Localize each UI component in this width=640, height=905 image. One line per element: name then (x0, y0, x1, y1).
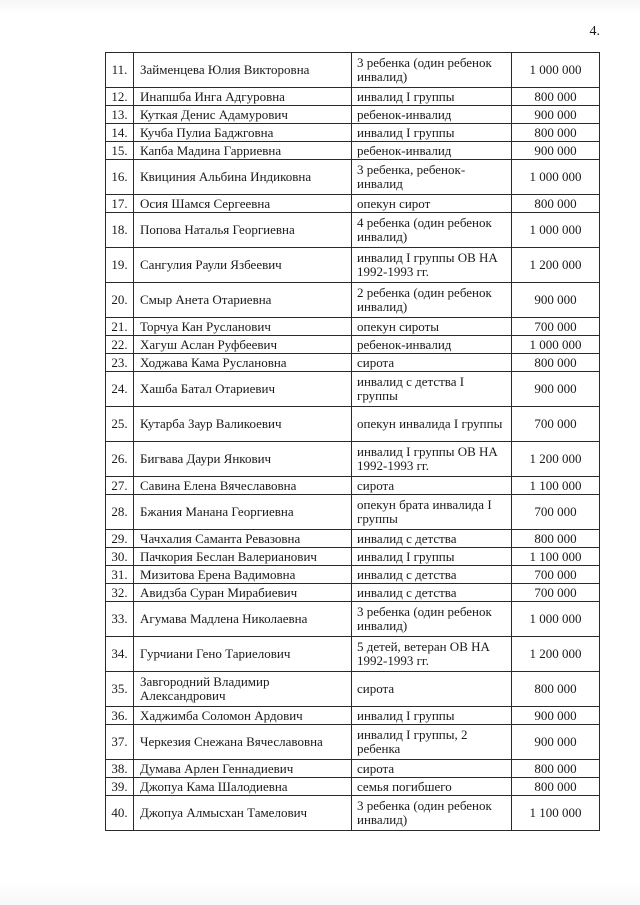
row-number: 30. (106, 548, 134, 566)
amount: 700 000 (512, 584, 600, 602)
amount: 800 000 (512, 354, 600, 372)
row-number: 20. (106, 283, 134, 318)
table-row (106, 106, 600, 124)
category: инвалид I группы (352, 124, 512, 142)
person-name: Займенцева Юлия Викторовна (134, 53, 352, 88)
amount: 900 000 (512, 106, 600, 124)
table-row (106, 248, 600, 283)
category: опекун сироты (352, 318, 512, 336)
row-number: 40. (106, 796, 134, 831)
row-number: 14. (106, 124, 134, 142)
row-number: 21. (106, 318, 134, 336)
row-number: 32. (106, 584, 134, 602)
table-row (106, 796, 600, 831)
category: сирота (352, 672, 512, 707)
person-name: Хаджимба Соломон Ардович (134, 707, 352, 725)
beneficiary-table (105, 52, 600, 831)
amount: 1 100 000 (512, 796, 600, 831)
person-name: Савина Елена Вячеславовна (134, 477, 352, 495)
amount: 1 000 000 (512, 602, 600, 637)
amount: 700 000 (512, 318, 600, 336)
row-number: 34. (106, 637, 134, 672)
person-name: Хашба Батал Отариевич (134, 372, 352, 407)
category: 3 ребенка (один ребенок инвалид) (352, 53, 512, 88)
table-row (106, 442, 600, 477)
person-name: Агумава Мадлена Николаевна (134, 602, 352, 637)
table-row (106, 124, 600, 142)
row-number: 15. (106, 142, 134, 160)
table-row (106, 760, 600, 778)
category: опекун брата инвалида I группы (352, 495, 512, 530)
amount: 900 000 (512, 283, 600, 318)
category: опекун инвалида I группы (352, 407, 512, 442)
row-number: 27. (106, 477, 134, 495)
category: 4 ребенка (один ребенок инвалид) (352, 213, 512, 248)
person-name: Осия Шамся Сергеевна (134, 195, 352, 213)
category: сирота (352, 354, 512, 372)
person-name: Чачхалия Саманта Ревазовна (134, 530, 352, 548)
table-row (106, 160, 600, 195)
amount: 800 000 (512, 778, 600, 796)
category: инвалид с детства I группы (352, 372, 512, 407)
person-name: Кутарба Заур Валикоевич (134, 407, 352, 442)
person-name: Инапшба Инга Адгуровна (134, 88, 352, 106)
row-number: 28. (106, 495, 134, 530)
person-name: Пачкория Беслан Валерианович (134, 548, 352, 566)
amount: 900 000 (512, 707, 600, 725)
amount: 900 000 (512, 142, 600, 160)
person-name: Квициния Альбина Индиковна (134, 160, 352, 195)
amount: 1 000 000 (512, 53, 600, 88)
row-number: 33. (106, 602, 134, 637)
category: инвалид I группы ОВ НА 1992-1993 гг. (352, 442, 512, 477)
category: инвалид I группы (352, 88, 512, 106)
amount: 1 000 000 (512, 336, 600, 354)
row-number: 31. (106, 566, 134, 584)
table-row (106, 495, 600, 530)
amount: 1 200 000 (512, 248, 600, 283)
amount: 800 000 (512, 760, 600, 778)
amount: 1 000 000 (512, 213, 600, 248)
person-name: Джопуа Кама Шалодиевна (134, 778, 352, 796)
category: ребенок-инвалид (352, 142, 512, 160)
category: инвалид I группы ОВ НА 1992-1993 гг. (352, 248, 512, 283)
amount: 1 100 000 (512, 477, 600, 495)
table-row (106, 318, 600, 336)
row-number: 19. (106, 248, 134, 283)
table-row (106, 195, 600, 213)
person-name: Капба Мадина Гарриевна (134, 142, 352, 160)
table-row (106, 778, 600, 796)
person-name: Сангулия Раули Язбеевич (134, 248, 352, 283)
table-row (106, 637, 600, 672)
table-row (106, 372, 600, 407)
row-number: 16. (106, 160, 134, 195)
row-number: 26. (106, 442, 134, 477)
amount: 900 000 (512, 725, 600, 760)
category: 5 детей, ветеран ОВ НА 1992-1993 гг. (352, 637, 512, 672)
category: 2 ребенка (один ребенок инвалид) (352, 283, 512, 318)
category: инвалид с детства (352, 566, 512, 584)
category: семья погибшего (352, 778, 512, 796)
amount: 700 000 (512, 566, 600, 584)
category: инвалид с детства (352, 584, 512, 602)
amount: 700 000 (512, 495, 600, 530)
person-name: Гурчиани Гено Тариелович (134, 637, 352, 672)
amount: 800 000 (512, 672, 600, 707)
person-name: Авидзба Суран Мирабиевич (134, 584, 352, 602)
category: ребенок-инвалид (352, 106, 512, 124)
row-number: 13. (106, 106, 134, 124)
amount: 1 100 000 (512, 548, 600, 566)
amount: 800 000 (512, 530, 600, 548)
amount: 900 000 (512, 372, 600, 407)
category: инвалид I группы (352, 707, 512, 725)
person-name: Смыр Анета Отариевна (134, 283, 352, 318)
amount: 1 200 000 (512, 637, 600, 672)
table-row (106, 88, 600, 106)
table-row (106, 602, 600, 637)
category: сирота (352, 760, 512, 778)
category: 3 ребенка (один ребенок инвалид) (352, 602, 512, 637)
category: инвалид I группы (352, 548, 512, 566)
table-row (106, 354, 600, 372)
person-name: Бжания Манана Георгиевна (134, 495, 352, 530)
amount: 1 000 000 (512, 160, 600, 195)
table-row (106, 283, 600, 318)
table-row (106, 584, 600, 602)
row-number: 23. (106, 354, 134, 372)
table-row (106, 530, 600, 548)
person-name: Думава Арлен Геннадиевич (134, 760, 352, 778)
row-number: 38. (106, 760, 134, 778)
person-name: Хагуш Аслан Руфбеевич (134, 336, 352, 354)
person-name: Черкезия Снежана Вячеславовна (134, 725, 352, 760)
person-name: Кучба Пулиа Баджговна (134, 124, 352, 142)
row-number: 35. (106, 672, 134, 707)
row-number: 36. (106, 707, 134, 725)
amount: 700 000 (512, 407, 600, 442)
row-number: 25. (106, 407, 134, 442)
row-number: 17. (106, 195, 134, 213)
amount: 800 000 (512, 88, 600, 106)
person-name: Ходжава Кама Руслановна (134, 354, 352, 372)
table-row (106, 407, 600, 442)
row-number: 39. (106, 778, 134, 796)
table-row (106, 336, 600, 354)
person-name: Мизитова Ерена Вадимовна (134, 566, 352, 584)
table-row (106, 672, 600, 707)
person-name: Куткая Денис Адамурович (134, 106, 352, 124)
amount: 800 000 (512, 124, 600, 142)
table-row (106, 213, 600, 248)
person-name: Завгородний Владимир Александрович (134, 672, 352, 707)
category: сирота (352, 477, 512, 495)
category: инвалид I группы, 2 ребенка (352, 725, 512, 760)
table-row (106, 566, 600, 584)
person-name: Бигвава Даури Янкович (134, 442, 352, 477)
row-number: 11. (106, 53, 134, 88)
amount: 1 200 000 (512, 442, 600, 477)
category: 3 ребенка (один ребенок инвалид) (352, 796, 512, 831)
table-row (106, 142, 600, 160)
table-row (106, 707, 600, 725)
row-number: 37. (106, 725, 134, 760)
category: 3 ребенка, ребенок-инвалид (352, 160, 512, 195)
person-name: Попова Наталья Георгиевна (134, 213, 352, 248)
person-name: Торчуа Кан Русланович (134, 318, 352, 336)
row-number: 22. (106, 336, 134, 354)
row-number: 29. (106, 530, 134, 548)
table-row (106, 548, 600, 566)
table-row (106, 477, 600, 495)
page-number: 4. (589, 24, 600, 39)
row-number: 12. (106, 88, 134, 106)
table-row (106, 53, 600, 88)
amount: 800 000 (512, 195, 600, 213)
table-row (106, 725, 600, 760)
person-name: Джопуа Алмысхан Тамелович (134, 796, 352, 831)
category: опекун сирот (352, 195, 512, 213)
row-number: 24. (106, 372, 134, 407)
category: инвалид с детства (352, 530, 512, 548)
category: ребенок-инвалид (352, 336, 512, 354)
row-number: 18. (106, 213, 134, 248)
